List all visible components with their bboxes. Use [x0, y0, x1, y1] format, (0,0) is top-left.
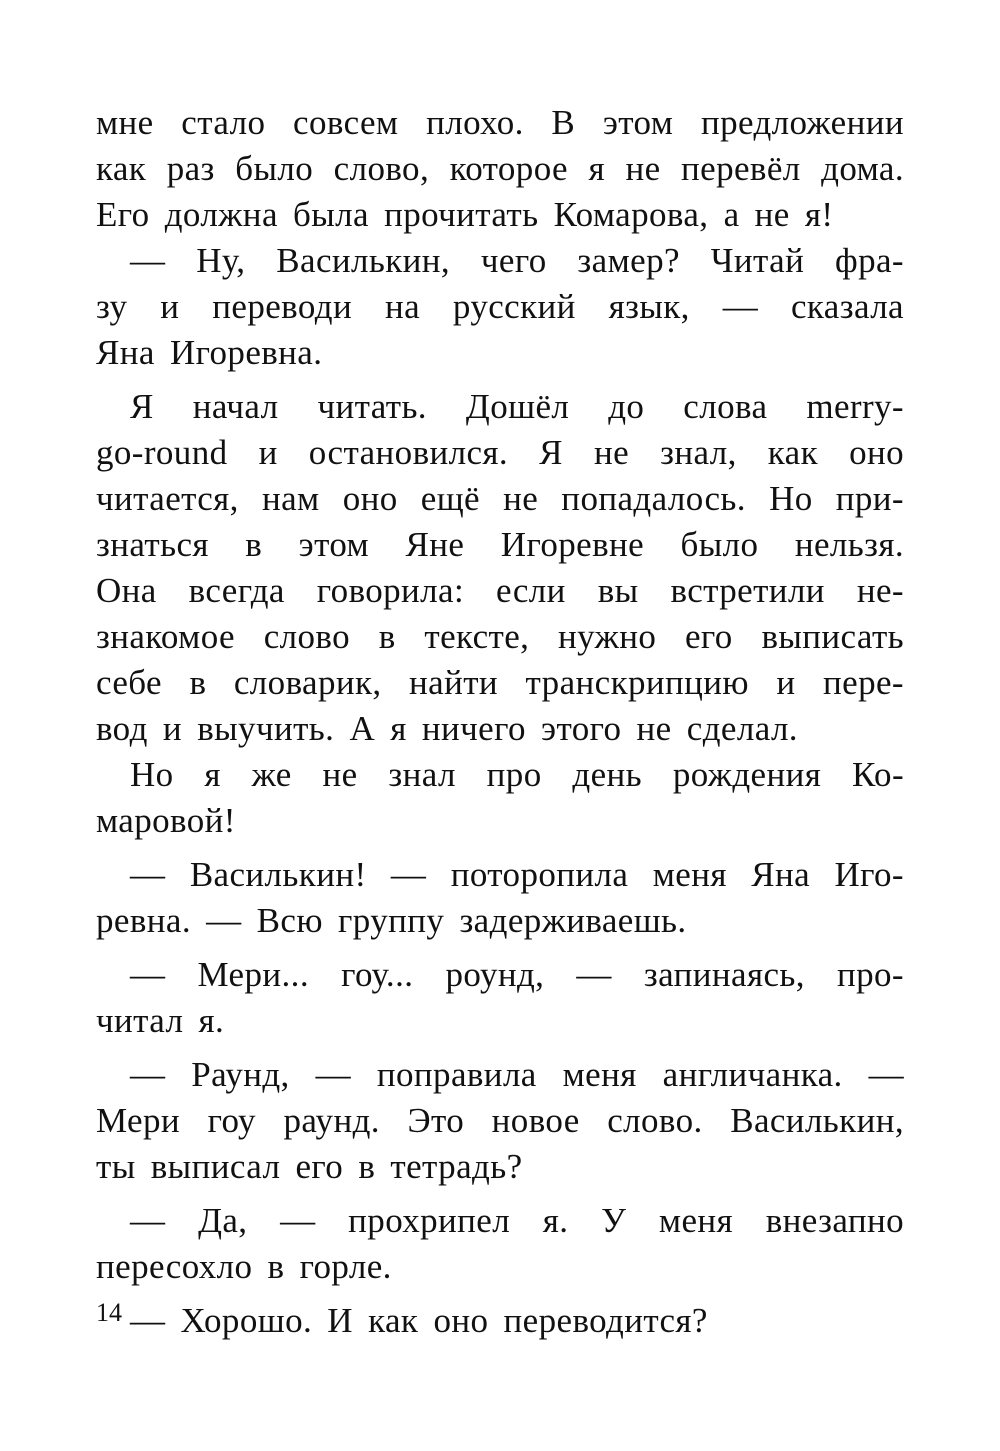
text-line: Она всегда говорила: если вы встретили не- [96, 571, 904, 610]
text-line: — Да, — прохрипел я. У меня внезапно [130, 1201, 904, 1240]
page-number: 14 [96, 1298, 122, 1327]
text-line: Яна Игоревна. [96, 333, 323, 372]
text-line: мне стало совсем плохо. В этом предложении [96, 103, 904, 142]
text-line: — Василькин! — поторопила меня Яна Иго- [130, 855, 904, 894]
text-line: читал я. [96, 1001, 225, 1040]
text-line: go-round и остановился. Я не знал, как оно [96, 433, 904, 472]
text-line: маровой! [96, 801, 236, 840]
text-line: как раз было слово, которое я не перевёл дома. [96, 149, 904, 188]
text-line: знаться в этом Яне Игоревне было нельзя. [96, 525, 904, 564]
text-line: себе в словарик, найти транскрипцию и пере- [96, 663, 904, 702]
text-line: читается, нам оно ещё не попадалось. Но при- [96, 479, 904, 518]
text-line: — Раунд, — поправила меня англичанка. — [130, 1055, 904, 1094]
text-line: ты выписал его в тетрадь? [96, 1147, 523, 1186]
text-line: знакомое слово в тексте, нужно его выписать [96, 617, 904, 656]
text-line: — Хорошо. И как оно переводится? [130, 1301, 708, 1340]
text-line: пересохло в горле. [96, 1247, 392, 1286]
text-line: Его должна была прочитать Комарова, а не я! [96, 195, 834, 234]
page-text [96, 100, 904, 1344]
text-line: — Ну, Василькин, чего замер? Читай фра- [130, 241, 904, 280]
text-line: Я начал читать. Дошёл до слова merry- [130, 387, 904, 426]
text-line: Но я же не знал про день рождения Ко- [130, 755, 904, 794]
text-line: — Мери... гоу... роунд, — запинаясь, про- [130, 955, 904, 994]
text-line: Мери гоу раунд. Это новое слово. Василькин, [96, 1101, 904, 1140]
text-line: вод и выучить. А я ничего этого не сделал. [96, 709, 798, 748]
text-line: зу и переводи на русский язык, — сказала [96, 287, 904, 326]
text-line: ревна. — Всю группу задерживаешь. [96, 901, 687, 940]
